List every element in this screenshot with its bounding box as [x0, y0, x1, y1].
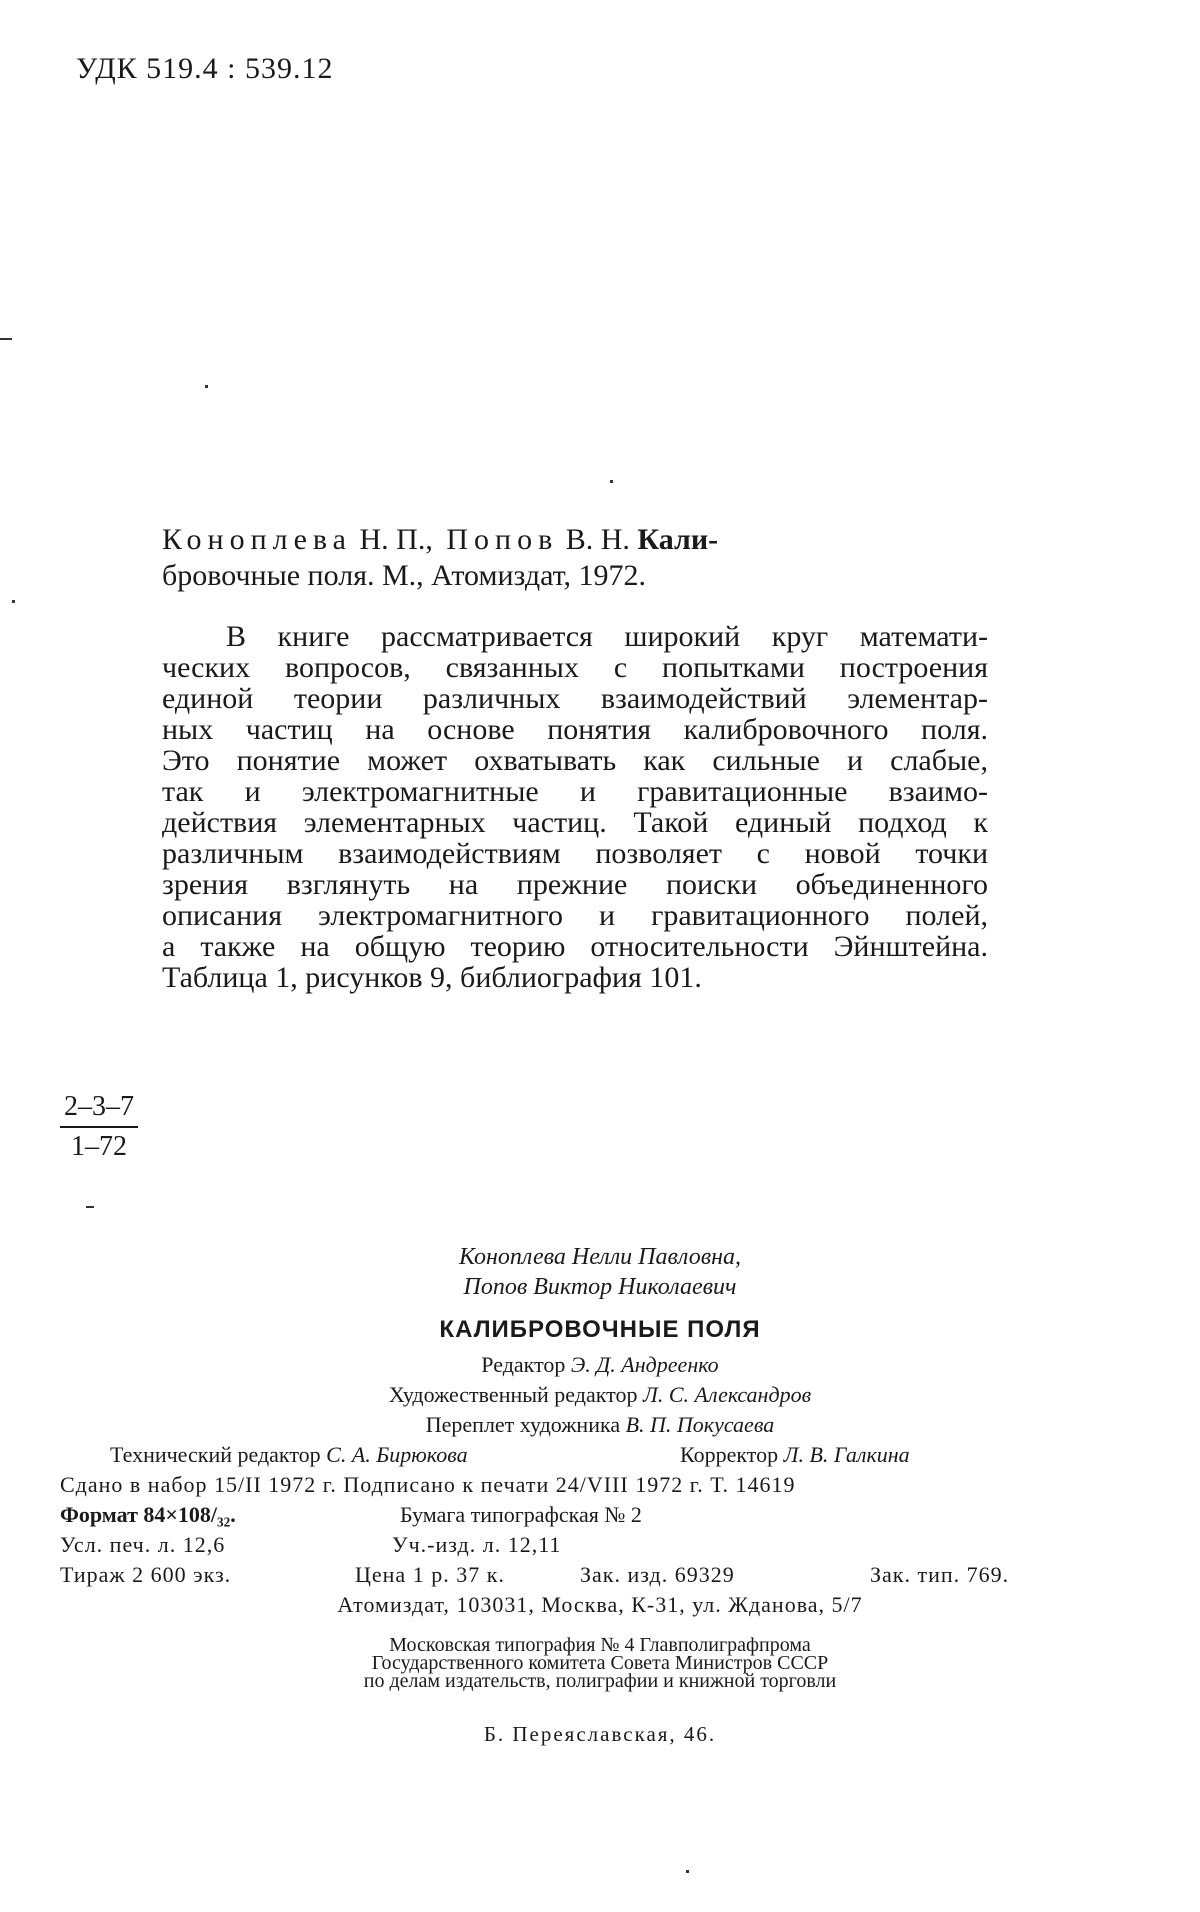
citation-author-2: Попов [432, 523, 559, 556]
paper: Бумага типографская № 2 [400, 1502, 642, 1527]
abstract-line: В книге рассматривается широкий круг математи- [226, 620, 988, 653]
abstract-line: единой теории различных взаимодействий элементар- [162, 682, 988, 715]
print-sheets: Усл. печ. л. 12,6 [60, 1532, 226, 1557]
proofreader-name: Л. В. Галкина [783, 1442, 910, 1467]
index-code-top: 2–3–7 [60, 1090, 138, 1128]
udc-code: УДК 519.4 : 539.12 [76, 52, 334, 85]
editor-label: Редактор [481, 1352, 566, 1377]
printer-address: Б. Переяславская, 46. [483, 1722, 717, 1746]
abstract-line: а также на общую теорию относительности Эйнштейна. [162, 930, 988, 963]
scan-speck [86, 1206, 94, 1208]
citation-author-2-initials: В. Н. [558, 523, 630, 556]
abstract-line: так и электромагнитные и гравитационные взаимо- [162, 775, 988, 808]
tech-editor-label: Технический редактор [110, 1442, 321, 1467]
editor-line [0, 1350, 1200, 1379]
tech-editor-name: С. А. Бирюкова [326, 1442, 468, 1467]
index-code [60, 1090, 138, 1164]
citation-author-1: Коноплева [162, 523, 352, 556]
editor-name: Э. Д. Андреенко [570, 1352, 719, 1377]
art-editor-name: Л. С. Александров [642, 1382, 812, 1407]
colophon-author-2: Попов Виктор Николаевич [463, 1274, 737, 1300]
colophon-author-1: Коноплева Нелли Павловна, [458, 1244, 742, 1270]
publisher-order: Зак. изд. 69329 [580, 1562, 735, 1587]
index-code-bottom: 1–72 [71, 1131, 127, 1162]
citation-author-1-initials: Н. П., [352, 523, 433, 556]
printer-info-line: по делам издательств, полиграфии и книжной торговли [363, 1670, 837, 1692]
printer-order: Зак. тип. 769. [870, 1562, 1010, 1587]
citation-title-start: Кали- [629, 523, 719, 556]
binding-artist-label: Переплет художника [425, 1412, 621, 1437]
price: Цена 1 р. 37 к. [355, 1562, 505, 1587]
scan-speck [610, 480, 613, 483]
book-title: КАЛИБРОВОЧНЫЕ ПОЛЯ [439, 1316, 761, 1343]
printer-info-line: Государственного комитета Совета Министров СССР [371, 1652, 829, 1674]
abstract-line: различным взаимодействиям позволяет с новой точки [162, 837, 988, 870]
art-editor-label: Художественный редактор [388, 1382, 638, 1407]
proofreader-label: Корректор [680, 1442, 779, 1467]
publisher-address: Атомиздат, 103031, Москва, К-31, ул. Жданова, 5/7 [337, 1592, 863, 1617]
abstract-line: действия элементарных частиц. Такой единый подход к [162, 806, 988, 839]
colophon-authors [0, 1242, 1200, 1302]
printer-info-line: Московская типография № 4 Главполиграфпрома [389, 1634, 811, 1656]
abstract-line: зрения взглянуть на прежние поиски объединенного [162, 868, 988, 901]
bibliographic-citation [162, 522, 992, 594]
printer-info [0, 1636, 1200, 1690]
citation-line-2: бровочные поля. М., Атомиздат, 1972. [162, 559, 646, 592]
typeset-line: Сдано в набор 15/II 1972 г. Подписано к печати 24/VIII 1972 г. Т. 14619 [60, 1472, 796, 1497]
abstract [162, 621, 988, 993]
abstract-line: ных частиц на основе понятия калибровочного поля. [162, 713, 988, 746]
tech-editor-line [110, 1442, 468, 1468]
proofreader-line [680, 1442, 910, 1468]
publisher-sheets: Уч.-изд. л. 12,11 [392, 1532, 562, 1557]
scan-speck [12, 600, 15, 603]
format: Формат 84×108/₃₂. [60, 1502, 236, 1527]
scan-speck [686, 1870, 689, 1873]
binding-artist-line [0, 1410, 1200, 1439]
print-run: Тираж 2 600 экз. [60, 1562, 232, 1587]
abstract-line: Таблица 1, рисунков 9, библиография 101. [162, 961, 702, 994]
art-editor-line [0, 1380, 1200, 1409]
abstract-line: описания электромагнитного и гравитационного полей, [162, 899, 988, 932]
scan-speck [205, 385, 208, 388]
binding-artist-name: В. П. Покусаева [625, 1412, 775, 1437]
scan-speck [0, 338, 12, 340]
abstract-line: Это понятие может охватывать как сильные и слабые, [162, 744, 988, 777]
abstract-line: ческих вопросов, связанных с попытками построения [162, 651, 988, 684]
citation-line-1 [162, 522, 992, 558]
